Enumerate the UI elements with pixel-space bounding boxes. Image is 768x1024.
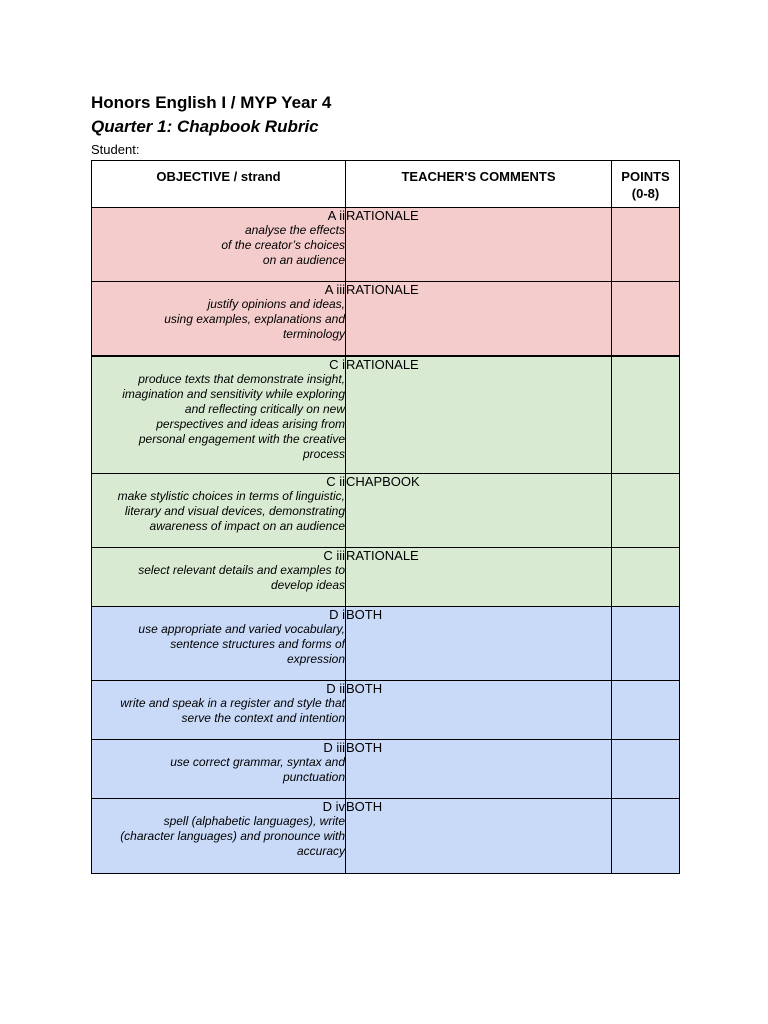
strand-code: C iii: [323, 548, 345, 563]
strand-description-line: select relevant details and examples to: [138, 563, 345, 577]
points-cell[interactable]: [612, 607, 680, 681]
objective-cell: [92, 356, 346, 474]
teacher-comment-cell[interactable]: RATIONALE: [346, 548, 612, 607]
strand-description-line: punctuation: [282, 770, 345, 784]
points-cell[interactable]: [612, 474, 680, 548]
column-header-points: [612, 161, 680, 208]
points-cell[interactable]: [612, 282, 680, 356]
strand-description-line: terminology: [282, 327, 345, 341]
strand-description-line: write and speak in a register and style that: [120, 696, 345, 710]
strand-description-line: (character languages) and pronounce with: [120, 829, 345, 843]
objective-cell: [92, 799, 346, 874]
strand-description-line: process: [302, 446, 345, 461]
objective-cell: [92, 740, 346, 799]
strand-description-line: literary and visual devices, demonstrating: [124, 504, 345, 518]
strand-description-line: awareness of impact on an audience: [149, 519, 345, 533]
rubric-table: [91, 160, 680, 874]
strand-description-line: of the creator’s choices: [221, 238, 345, 252]
points-cell[interactable]: [612, 799, 680, 874]
strand-description-line: and reflecting critically on new: [184, 401, 345, 416]
strand-description-line: analyse the effects: [244, 223, 345, 237]
rubric-row: [92, 282, 680, 356]
points-cell[interactable]: [612, 681, 680, 740]
strand-description-line: perspectives and ideas arising from: [156, 416, 345, 431]
objective-cell: [92, 548, 346, 607]
points-header-line2: (0-8): [631, 186, 660, 201]
points-cell[interactable]: [612, 356, 680, 474]
strand-code: C i: [329, 356, 345, 372]
strand-code: D iii: [323, 740, 345, 755]
page-title: Honors English I / MYP Year 4: [91, 93, 332, 112]
rubric-row: [92, 799, 680, 874]
strand-description-line: on an audience: [262, 253, 345, 267]
objective-cell: [92, 607, 346, 681]
points-cell[interactable]: [612, 208, 680, 282]
teacher-comment-cell[interactable]: BOTH: [346, 681, 612, 740]
table-header-row: [92, 161, 680, 208]
strand-description-line: using examples, explanations and: [164, 312, 345, 326]
strand-description-line: develop ideas: [270, 578, 345, 592]
strand-description-line: imagination and sensitivity while exploring: [122, 386, 345, 401]
strand-description-line: personal engagement with the creative: [138, 431, 345, 446]
rubric-row: [92, 208, 680, 282]
strand-code: D i: [329, 607, 345, 622]
points-cell[interactable]: [612, 548, 680, 607]
teacher-comment-cell[interactable]: RATIONALE: [346, 356, 612, 474]
strand-description-line: spell (alphabetic languages), write: [163, 814, 345, 828]
points-cell[interactable]: [612, 740, 680, 799]
rubric-row: [92, 607, 680, 681]
strand-description-line: justify opinions and ideas,: [207, 297, 345, 311]
strand-code: D ii: [326, 681, 345, 696]
strand-description-line: expression: [286, 652, 345, 666]
strand-description-line: make stylistic choices in terms of linguistic,: [117, 489, 345, 503]
objective-cell: [92, 681, 346, 740]
strand-description-line: produce texts that demonstrate insight,: [138, 371, 345, 386]
rubric-row: [92, 740, 680, 799]
teacher-comment-cell[interactable]: BOTH: [346, 740, 612, 799]
strand-code: A iii: [324, 282, 345, 297]
rubric-row: [92, 474, 680, 548]
strand-code: D iv: [322, 799, 345, 814]
objective-cell: [92, 282, 346, 356]
objective-cell: [92, 208, 346, 282]
teacher-comment-cell[interactable]: BOTH: [346, 799, 612, 874]
teacher-comment-cell[interactable]: RATIONALE: [346, 282, 612, 356]
strand-description-line: sentence structures and forms of: [170, 637, 345, 651]
rubric-row: [92, 548, 680, 607]
student-label: Student:: [91, 142, 140, 157]
rubric-row: [92, 681, 680, 740]
strand-description-line: serve the context and intention: [181, 711, 345, 725]
page-subtitle: Quarter 1: Chapbook Rubric: [91, 117, 319, 136]
strand-description-line: accuracy: [296, 844, 345, 858]
teacher-comment-cell[interactable]: CHAPBOOK: [346, 474, 612, 548]
strand-code: A ii: [327, 208, 345, 223]
column-header-objective: OBJECTIVE / strand: [92, 161, 346, 208]
rubric-body: [92, 208, 680, 874]
teacher-comment-cell[interactable]: RATIONALE: [346, 208, 612, 282]
strand-code: C ii: [326, 474, 345, 489]
objective-cell: [92, 474, 346, 548]
rubric-row: [92, 356, 680, 474]
strand-description-line: use appropriate and varied vocabulary,: [138, 622, 345, 636]
strand-description-line: use correct grammar, syntax and: [170, 755, 345, 769]
column-header-comments: TEACHER'S COMMENTS: [346, 161, 612, 208]
teacher-comment-cell[interactable]: BOTH: [346, 607, 612, 681]
points-header-line1: POINTS: [621, 169, 670, 184]
